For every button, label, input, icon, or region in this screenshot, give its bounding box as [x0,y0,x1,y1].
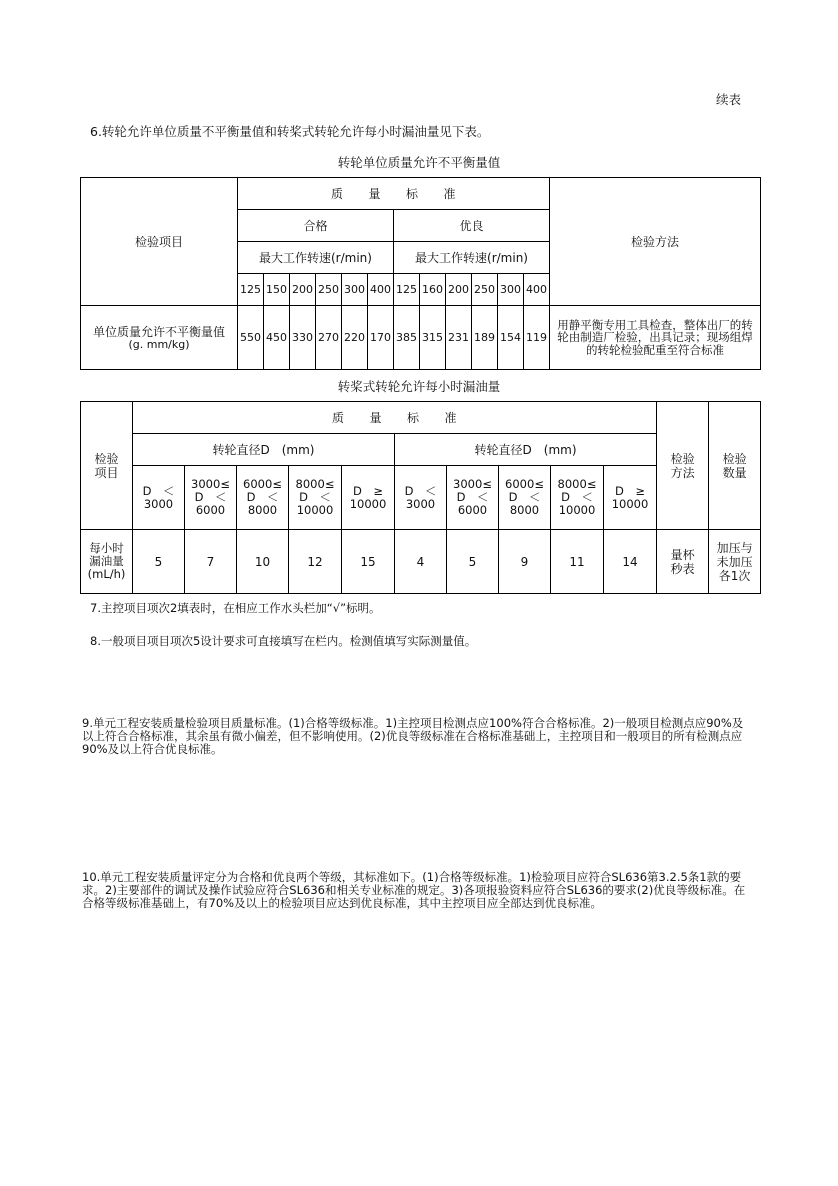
t1-method-text: 用静平衡专用工具检查，整体出厂的转轮由制造厂检验，出具记录；现场组焊的转轮检验配重至符合标准 [550,306,761,370]
t2-item-header-text: 检验项目 [94,451,119,480]
table2-title: 转桨式转轮允许每小时漏油量 [337,379,501,394]
t1-speed-cell: 150 [264,274,290,306]
t2-range-cell [499,466,551,530]
note-7: 7.主控项目项次2填表时，在相应工作水头栏加“√”标明。 [90,601,381,615]
t1-item-header: 检验项目 [81,178,238,306]
note-9: 9.单元工程安装质量检验项目质量标准。(1)合格等级标准。1)主控项目检测点应100%符合合格标准。2)一般项目检测点应90%及以上符合合格标准，其余虽有微小偏差，但不影响使用。(2)优良等级标准在合格标准基础上，主控项目和一般项目的所有检测点应90%及以上符合优良标准。 [82,716,744,756]
t2-dia-label-a: 转轮直径D (mm) [133,434,395,466]
t1-speed-cell: 300 [498,274,524,306]
t1-speed-cell: 125 [238,274,264,306]
t2-range-line: D ＜ [299,490,331,504]
note-6: 6.转轮允许单位质量不平衡量值和转桨式转轮允许每小时漏油量见下表。 [90,124,490,139]
t2-range-cell [185,466,237,530]
t2-range-line: 8000 [509,503,540,517]
t1-speed-cell: 400 [368,274,394,306]
t2-range-line: D ＜ [508,490,541,504]
t1-value-cell: 385 [394,306,420,370]
t1-speed-label-excellent: 最大工作转速(r/min) [394,242,550,274]
t2-value-cell: 12 [289,530,342,594]
t2-range-line: D ＜ [246,490,279,504]
t1-value-cell: 154 [498,306,524,370]
t2-value-cell: 11 [551,530,604,594]
t1-speed-cell: 300 [342,274,368,306]
t1-speed-cell: 200 [446,274,472,306]
t2-range-line: D ＜ [194,490,227,504]
t2-range-line: 8000≤ [557,477,597,491]
balance-table [80,177,761,370]
t2-value-cell: 5 [133,530,185,594]
t2-range-cell [395,466,447,530]
t1-value-cell: 220 [342,306,368,370]
t2-row-label [81,530,133,594]
t1-speed-cell: 160 [420,274,446,306]
t1-speed-label-pass: 最大工作转速(r/min) [238,242,394,274]
t2-range-cell [604,466,657,530]
t2-range-line: 10000 [349,496,387,511]
t1-speed-cell: 250 [316,274,342,306]
t1-value-cell: 450 [264,306,290,370]
t1-value-cell: 330 [290,306,316,370]
t2-range-line: 6000 [457,503,488,517]
t1-value-cell: 315 [420,306,446,370]
t1-speed-cell: 125 [394,274,420,306]
t2-range-line: D ＜ [404,483,437,498]
t2-quantity-text: 加压与未加压各1次 [716,540,753,583]
t2-range-cell [237,466,289,530]
t1-value-cell: 550 [238,306,264,370]
t2-range-cell [342,466,395,530]
t2-quantity-header [709,402,761,530]
t2-value-cell: 5 [447,530,499,594]
t2-range-line: 3000≤ [191,477,230,491]
t2-quantity-header-text: 检验数量 [722,451,747,480]
note-10: 10.单元工程安装质量评定分为合格和优良两个等级，其标准如下。(1)合格等级标准。1)检验项目应符合SL636第3.2.5条1款的要求。2)主要部件的调试及操作试验应符合SL636和相关专业标准的规定。3)各项报验资料应符合SL636的要求(2)优良等级标准。在合格等级标准基础上，有70%及以上的检验项目应达到优良标准，其中主控项目应全部达到优良标准。 [82,870,746,910]
t1-value-cell: 189 [472,306,498,370]
t2-value-cell: 4 [395,530,447,594]
t1-row-unit: (g. mm/kg) [128,337,190,351]
t2-row-label-text: 每小时漏油量(mL/h) [87,541,126,581]
t1-speed-cell: 200 [290,274,316,306]
t2-range-line: 8000≤ [295,477,335,491]
table1-title: 转轮单位质量允许不平衡量值 [337,155,501,170]
t2-range-cell [551,466,604,530]
t2-value-cell: 15 [342,530,395,594]
t1-method-header: 检验方法 [550,178,761,306]
t2-method-header-text: 检验方法 [670,451,695,480]
t2-range-line: 6000≤ [243,477,282,491]
t1-value-cell: 270 [316,306,342,370]
t1-pass-header: 合格 [238,210,394,242]
t2-range-line: 6000≤ [505,477,544,491]
t2-value-cell: 9 [499,530,551,594]
t1-value-cell: 170 [368,306,394,370]
t2-value-cell: 7 [185,530,237,594]
t1-speed-cell: 400 [524,274,550,306]
note-8: 8.一般项目项目项次5设计要求可直接填写在栏内。检测值填写实际测量值。 [90,634,477,648]
t2-range-cell [289,466,342,530]
t2-range-line: 10000 [558,503,596,517]
t2-method-cell [657,530,709,594]
t1-standard-header: 质 量 标 准 [238,178,550,210]
t2-method-header [657,402,709,530]
t2-range-line: D ≥ [353,483,383,498]
t2-value-cell: 14 [604,530,657,594]
t2-item-header [81,402,133,530]
t1-value-cell: 231 [446,306,472,370]
t2-range-line: 10000 [611,496,649,511]
t2-range-line: D ＜ [561,490,593,504]
t2-range-line: D ≥ [615,483,646,498]
t2-range-line: 6000 [195,503,226,517]
t1-speed-cell: 250 [472,274,498,306]
t1-row-label [81,306,238,370]
continued-label: 续表 [716,92,742,107]
t2-range-cell [447,466,499,530]
oil-leak-table [80,401,761,594]
t1-value-cell: 119 [524,306,550,370]
t1-row-label-text: 单位质量允许不平衡量值 [92,324,225,339]
t2-range-line: 8000 [247,503,278,517]
t2-standard-header: 质 量 标 准 [133,402,657,434]
t2-range-line: 10000 [296,503,334,517]
t2-range-cell [133,466,185,530]
t2-method-text: 量杯秒表 [670,547,695,576]
t2-range-line: D ＜ [142,483,175,498]
t2-value-cell: 10 [237,530,289,594]
t2-dia-label-b: 转轮直径D (mm) [395,434,657,466]
t1-excellent-header: 优良 [394,210,550,242]
t2-range-line: 3000 [405,496,436,511]
t2-range-line: 3000 [143,496,174,511]
t2-range-line: D ＜ [456,490,489,504]
t2-quantity-cell [709,530,761,594]
t2-range-line: 3000≤ [453,477,492,491]
